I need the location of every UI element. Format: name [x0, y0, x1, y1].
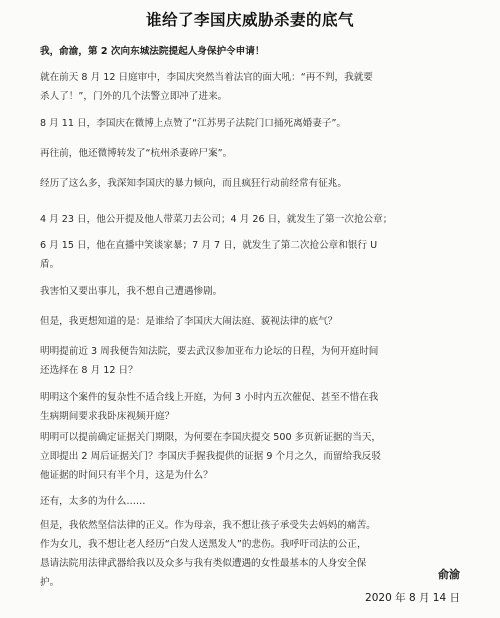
paragraph-10: 明明这个案件的复杂性不适合线上开庭，为何 3 小时内五次催促、甚至不惜在我 生病期间要求我卧床视频开庭？ — [40, 392, 379, 422]
paragraph-4: 经历了这么多，我深知李国庆的暴力倾向，而且疯狂行动前经常有征兆。 — [40, 178, 347, 189]
lead-statement: 我，俞渝，第 2 次向东城法院提起人身保护令申请！ — [40, 46, 265, 57]
paragraph-2: 8 月 11 日，李国庆在微博上点赞了“江苏男子法院门口捅死离婚妻子”。 — [40, 118, 347, 129]
paragraph-13: 但是，我依然坚信法律的正义。作为母亲，我不想让孩子承受失去妈妈的痛苦。 作为女儿，我不想让老人经历“白发人送黑发人”的悲伤。我呼吁司法的公正， 恳请法院用法律武器给我以及众多与我有类似遭遇的女性最基本的人身安全保 护。 — [40, 520, 376, 588]
paragraph-9: 明明提前近 3 周我便告知法院，要去武汉参加亚布力论坛的日程，为何开庭时间 还选择在 8 月 12 日？ — [40, 346, 379, 376]
document-title: 谁给了李国庆威胁杀妻的底气 — [145, 11, 354, 29]
paragraph-11: 明明可以提前确定证据关门期限，为何要在李国庆提交 500 多页新证据的当天， 立即提出 2 周后证据关门？李国庆手握我提供的证据 9 个月之久，而留给我反驳 他证据的时间只有半个月，这是为什么？ — [40, 432, 382, 481]
paragraph-6: 6 月 15 日，他在直播中笑谈家暴；7 月 7 日，就发生了第二次抢公章和银行 U 盾。 — [40, 240, 378, 270]
paragraph-8: 但是，我更想知道的是：是谁给了李国庆大闹法庭、藐视法律的底气？ — [40, 316, 338, 327]
paragraph-5: 4 月 23 日，他公开提及他人带菜刀去公司；4 月 26 日，就发生了第一次抢公章； — [40, 214, 393, 225]
paragraph-1: 就在前天 8 月 12 日庭审中，李国庆突然当着法官的面大吼：“再不判，我就要 杀人了！”，门外的几个法警立即冲了进来。 — [40, 72, 373, 102]
signature-name: 俞渝 — [438, 568, 460, 581]
signature-date: 2020 年 8 月 14 日 — [365, 592, 460, 604]
paragraph-12: 还有，太多的为什么…… — [40, 496, 146, 507]
paragraph-7: 我害怕又要出事儿，我不想自己遭遇惨剧。 — [40, 286, 223, 297]
paragraph-3: 再往前，他还微博转发了“杭州杀妻碎尸案”。 — [40, 148, 233, 159]
